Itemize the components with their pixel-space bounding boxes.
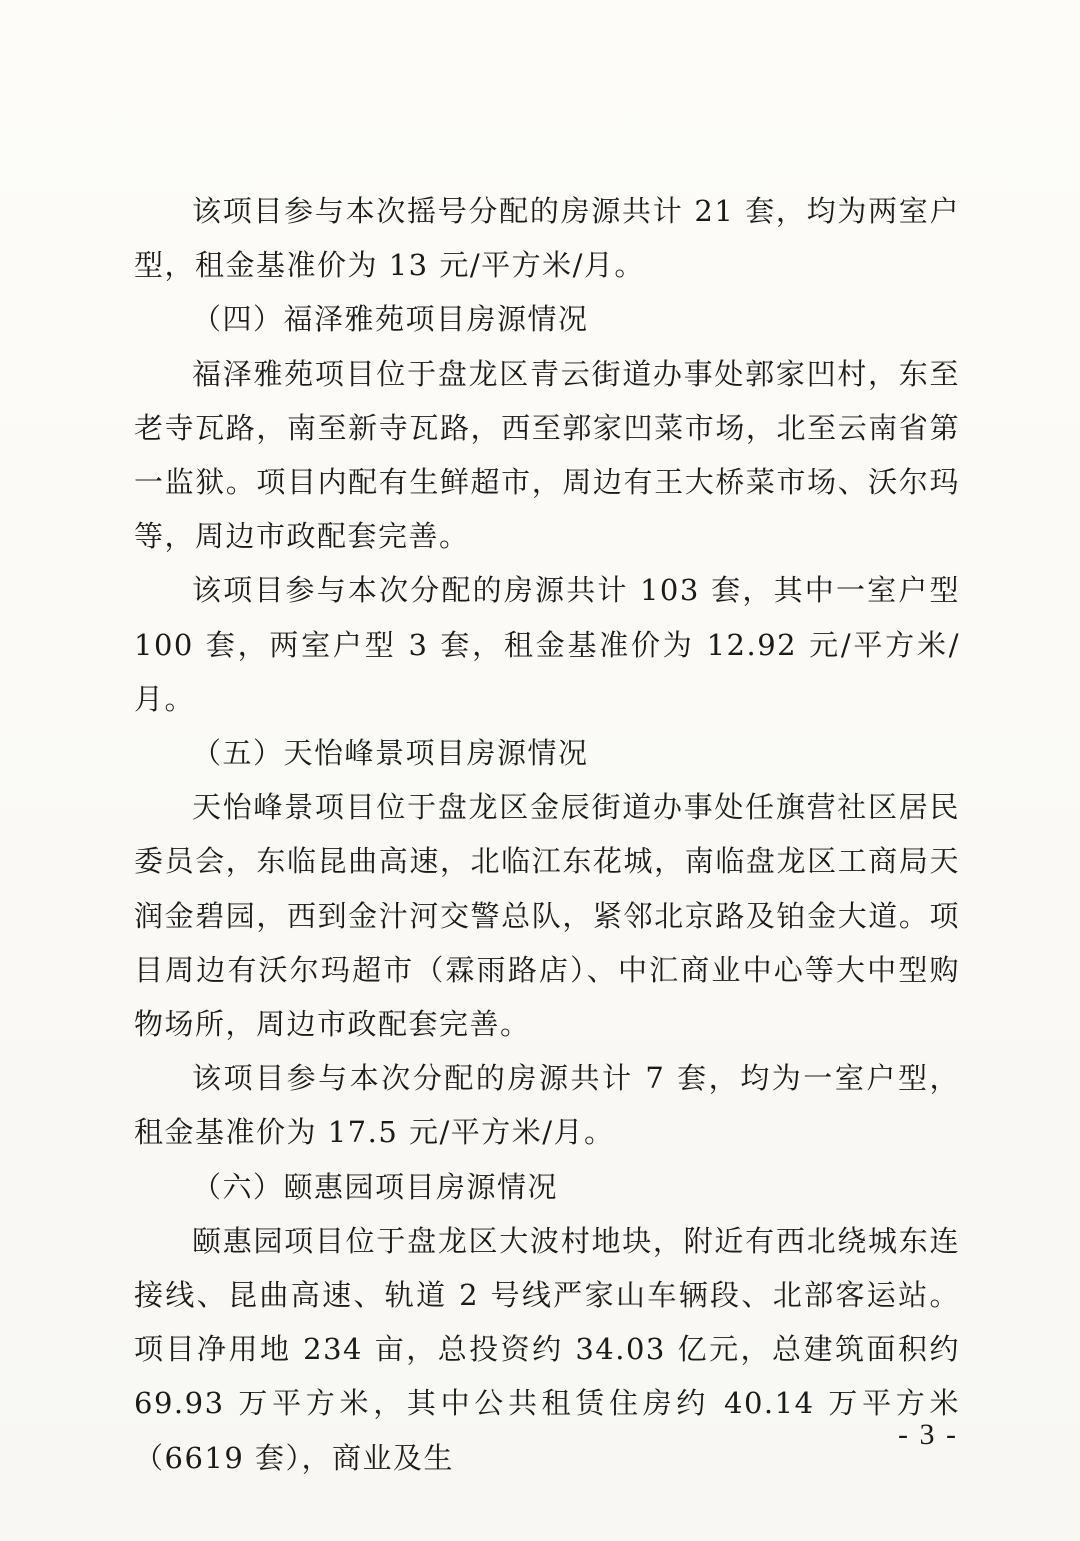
paragraph-tianyi-fengjing-units: 该项目参与本次分配的房源共计 7 套，均为一室户型，租金基准价为 17.5 元/平方米/月。: [134, 1061, 960, 1150]
section-heading-tianyi-fengjing: （五）天怡峰景项目房源情况: [192, 736, 589, 771]
paragraph-fuze-yayuan-units: 该项目参与本次分配的房源共计 103 套，其中一室户型 100 套，两室户型 3 套，租金基准价为 12.92 元/平方米/月。: [134, 573, 960, 716]
paragraph-rent-21-units: 该项目参与本次摇号分配的房源共计 21 套，均为两室户型，租金基准价为 13 元/平方米/月。: [134, 194, 960, 283]
section-heading-yihui-yuan: （六）颐惠园项目房源情况: [192, 1169, 559, 1204]
section-heading-fuze-yayuan: （四）福泽雅苑项目房源情况: [192, 302, 589, 337]
document-body: [134, 184, 960, 1485]
page-number: - 3 -: [898, 1418, 958, 1451]
paragraph-tianyi-fengjing-location: 天怡峰景项目位于盘龙区金辰街道办事处任旗营社区居民委员会，东临昆曲高速，北临江东花城，南临盘龙区工商局天润金碧园，西到金汁河交警总队，紧邻北京路及铂金大道。项目周边有沃尔玛超市（霖雨路店）、中汇商业中心等大中型购物场所，周边市政配套完善。: [134, 790, 960, 1042]
paragraph-yihui-yuan-location: 颐惠园项目位于盘龙区大波村地块，附近有西北绕城东连接线、昆曲高速、轨道 2 号线严家山车辆段、北部客运站。项目净用地 234 亩，总投资约 34.03 亿元，总建筑面积约 69.93 万平方米，其中公共租赁住房约 40.14 万平方米（6619 套），商业及生: [134, 1223, 960, 1475]
paragraph-fuze-yayuan-location: 福泽雅苑项目位于盘龙区青云街道办事处郭家凹村，东至老寺瓦路，南至新寺瓦路，西至郭家凹菜市场，北至云南省第一监狱。项目内配有生鲜超市，周边有王大桥菜市场、沃尔玛等，周边市政配套完善。: [134, 356, 960, 554]
